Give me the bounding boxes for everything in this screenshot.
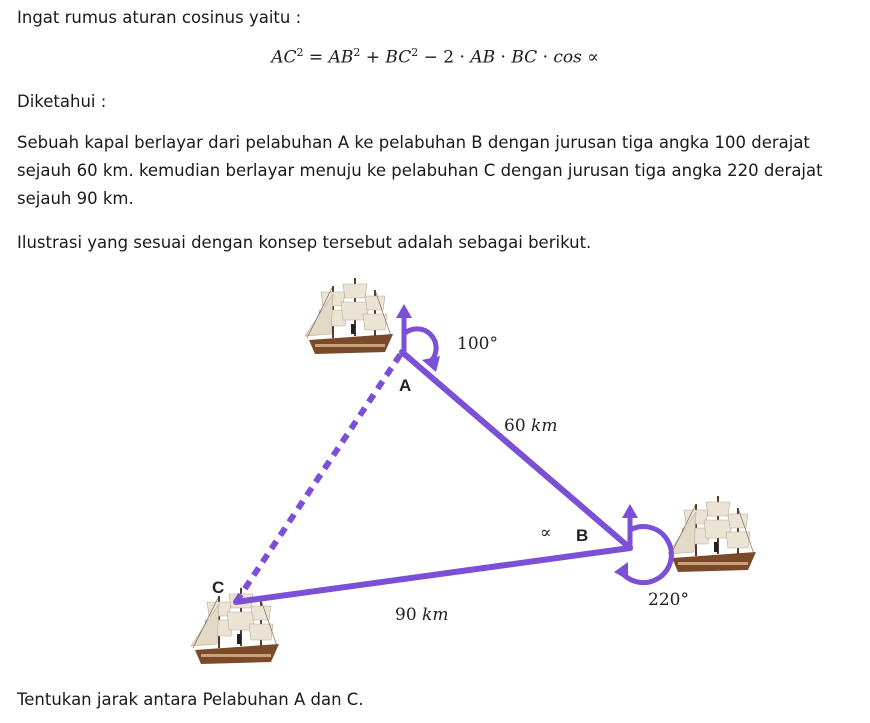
label-point-c: C [212, 578, 225, 597]
cosine-rule-formula: $AC^2 = AB^2 + BC^2 - 2$ · AB · BC · cos ∝ [271, 46, 599, 68]
formula-lhs: AC [271, 47, 297, 68]
north-arrow-a-icon [396, 304, 412, 318]
formula-term-bc: BC [385, 47, 412, 68]
problem-line-3: sejauh 90 km. [17, 189, 134, 208]
formula-angle-symbol: ∝ [587, 47, 599, 68]
ship-a-icon [305, 278, 393, 354]
line-bc [236, 548, 630, 602]
label-distance-ab: 60 km [504, 416, 558, 436]
line-ca-dashed [236, 352, 402, 602]
problem-line-2: sejauh 60 km. kemudian berlayar menuju ke pelabuhan C dengan jurusan tiga angka 220 derajat [17, 161, 823, 180]
label-angle-alpha: ∝ [540, 523, 552, 543]
illustration-intro: Ilustrasi yang sesuai dengan konsep tersebut adalah sebagai berikut. [17, 233, 592, 252]
label-bearing-b: 220° [648, 590, 689, 610]
line-ab [402, 352, 630, 548]
label-point-b: B [576, 526, 589, 545]
north-arrow-b-icon [622, 504, 638, 518]
problem-line-1: Sebuah kapal berlayar dari pelabuhan A ke pelabuhan B dengan jurusan tiga angka 100 derajat [17, 133, 810, 152]
question-text: Tentukan jarak antara Pelabuhan A dan C. [17, 690, 364, 709]
bearing-arrow-b-icon [614, 562, 628, 580]
label-bearing-a: 100° [457, 334, 498, 354]
formula-cos: cos [553, 47, 582, 68]
formula-coefficient: 2 [443, 47, 455, 68]
known-label: Diketahui : [17, 92, 107, 111]
label-point-a: A [399, 376, 412, 395]
label-distance-bc: 90 km [395, 605, 449, 625]
intro-text: Ingat rumus aturan cosinus yaitu : [17, 8, 302, 27]
formula-term-ab: AB [328, 47, 354, 68]
ship-b-icon [668, 496, 756, 572]
